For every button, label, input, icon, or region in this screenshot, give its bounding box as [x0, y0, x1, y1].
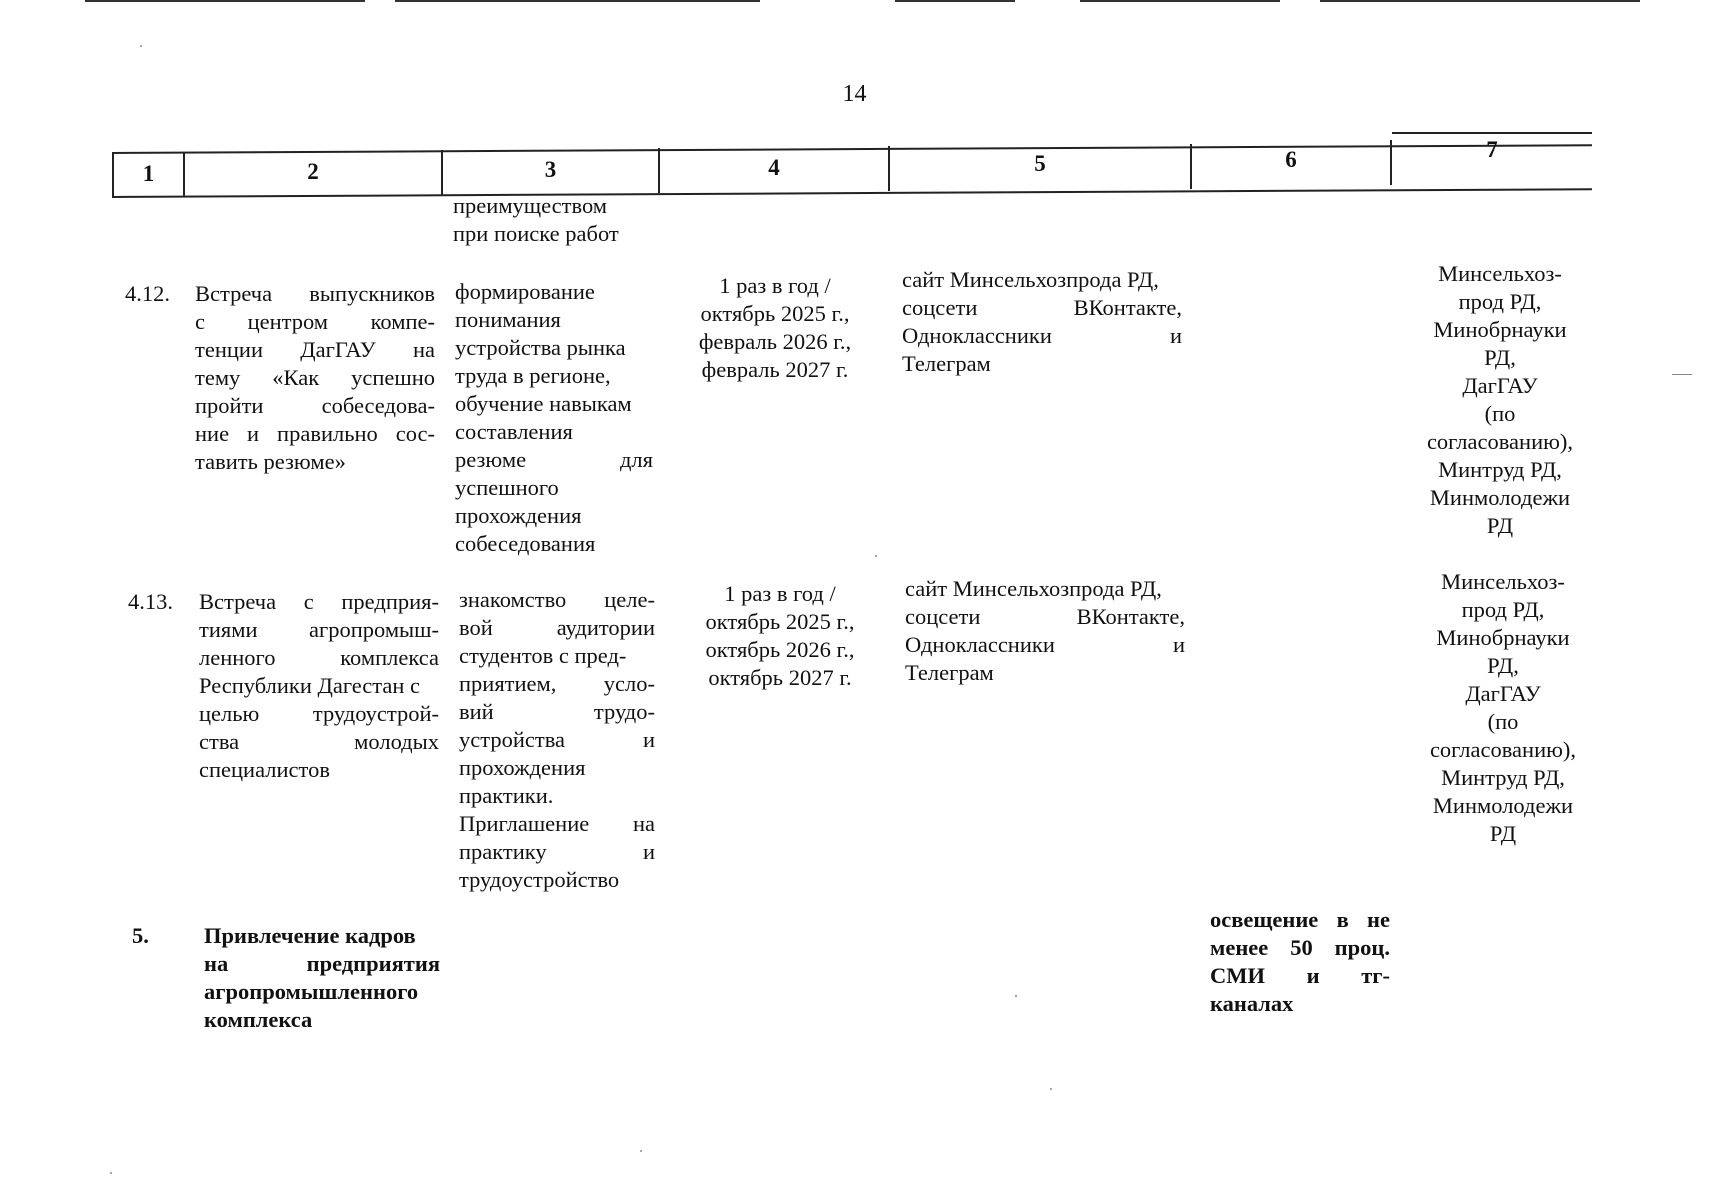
top-edge-rule	[85, 0, 365, 2]
cell-line: 1 раз в год /	[719, 273, 831, 298]
top-edge-rule	[1320, 0, 1640, 2]
cell-line: комплекса	[204, 1007, 313, 1032]
row-title-cell	[195, 280, 435, 476]
cell-line: Минсельхоз-	[1438, 261, 1562, 286]
header-top-rule-col7	[1392, 132, 1592, 134]
cell-line: октябрь 2027 г.	[708, 665, 852, 690]
top-edge-rule	[395, 0, 645, 2]
cell-line: октябрь 2026 г.,	[705, 637, 855, 662]
cell-line: приятием, усло-	[459, 671, 655, 696]
cell-line: РД	[1486, 513, 1514, 538]
column-header: 4	[768, 155, 780, 180]
scan-speck	[1015, 995, 1017, 997]
top-edge-rule	[895, 0, 1015, 2]
cell-line: Приглашение на	[459, 811, 655, 836]
row-media-cell	[902, 266, 1182, 378]
cell-line: Встреча с предприя-	[199, 589, 439, 614]
cell-line: Минмолодежи	[1432, 793, 1574, 818]
cell-line: РД,	[1487, 653, 1519, 678]
cell-line: февраль 2027 г.	[701, 357, 849, 382]
column-header: 6	[1285, 147, 1297, 172]
page-number: 14	[842, 81, 867, 107]
scan-speck	[140, 45, 142, 47]
cell-line: трудоустройство	[459, 867, 620, 892]
cell-line: Минсельхоз-	[1441, 569, 1565, 594]
row-responsible-cell	[1403, 568, 1603, 848]
cell-line: с центром компе-	[195, 309, 435, 334]
cell-line: сайт Минсельхозпрода РД,	[905, 576, 1162, 601]
cell-line: Минтруд РД,	[1438, 457, 1562, 482]
cell-line: Встреча выпускников	[195, 281, 435, 306]
cell-line: практику и	[459, 839, 655, 864]
row-date-cell	[676, 580, 884, 692]
cell-line: агропромышленного	[204, 979, 419, 1004]
cell-line: Минмолодежи	[1429, 485, 1571, 510]
cell-line: Республики Дагестан с	[199, 673, 421, 698]
row-number: 4.12.	[125, 281, 170, 306]
column-header: 7	[1486, 137, 1498, 162]
cell-line: тавить резюме»	[195, 449, 346, 474]
cell-line: октябрь 2025 г.,	[700, 301, 850, 326]
cell-line: устройства рынка	[455, 335, 626, 360]
cell-line: Одноклассники и	[905, 632, 1185, 657]
cell-line: тему «Как успешно	[195, 365, 435, 390]
cell-line: устройства и	[459, 727, 655, 752]
cell-line: РД	[1489, 821, 1517, 846]
cell-line: февраль 2026 г.,	[698, 329, 852, 354]
top-edge-rule	[1080, 0, 1280, 2]
cell-line: ДагГАУ	[1462, 373, 1538, 398]
cell-line: соцсети ВКонтакте,	[905, 604, 1185, 629]
row-title-cell	[199, 588, 439, 784]
scan-speck	[1050, 1088, 1052, 1090]
row-title-cell	[204, 922, 440, 1034]
cell-line: согласованию),	[1429, 737, 1577, 762]
row-number: 4.13.	[128, 589, 173, 614]
continuation-cell	[453, 192, 653, 248]
top-edge-rule	[630, 0, 760, 2]
cell-line: составления	[455, 419, 573, 444]
row-date-cell	[670, 272, 880, 384]
cell-line: каналах	[1210, 991, 1294, 1016]
cell-line: соцсети ВКонтакте,	[902, 295, 1182, 320]
cell-line: Одноклассники и	[902, 323, 1182, 348]
cell-line: освещение в не	[1210, 907, 1390, 932]
cell-line: на предприятия	[204, 951, 440, 976]
row-target-cell	[1210, 906, 1390, 1018]
cell-line: менее 50 проц.	[1210, 935, 1390, 960]
cell-line: практики.	[459, 783, 554, 808]
scan-speck	[875, 555, 877, 557]
cell-line: ленного комплекса	[199, 645, 439, 670]
cell-line: обучение навыкам	[455, 391, 632, 416]
cell-line: собеседования	[455, 531, 596, 556]
cell-line: знакомство целе-	[459, 587, 655, 612]
row-goal-cell	[459, 586, 655, 894]
cell-line: при поиске работ	[453, 221, 619, 246]
cell-line: ства молодых	[199, 729, 439, 754]
cell-line: пройти собеседова-	[195, 393, 435, 418]
cell-line: понимания	[455, 307, 561, 332]
cell-line: вой аудитории	[459, 615, 655, 640]
cell-line: тиями агропромыш-	[199, 617, 439, 642]
cell-line: успешного	[455, 475, 559, 500]
column-header: 1	[142, 161, 155, 186]
cell-line: ДагГАУ	[1465, 681, 1541, 706]
column-header: 5	[1034, 151, 1046, 176]
cell-line: (по	[1487, 709, 1519, 734]
row-media-cell	[905, 575, 1185, 687]
cell-line: вий трудо-	[459, 699, 655, 724]
cell-line: Минобрнауки	[1436, 625, 1570, 650]
cell-line: прохождения	[455, 503, 582, 528]
scan-speck	[640, 1150, 642, 1152]
cell-line: целью трудоустрой-	[199, 701, 439, 726]
cell-line: резюме для	[455, 447, 653, 472]
cell-line: Минобрнауки	[1433, 317, 1567, 342]
cell-line: специалистов	[199, 757, 330, 782]
cell-line: согласованию),	[1426, 429, 1574, 454]
cell-line: РД,	[1484, 345, 1516, 370]
cell-line: ние и правильно сос-	[195, 421, 435, 446]
cell-line: Минтруд РД,	[1441, 765, 1565, 790]
cell-line: прод РД,	[1458, 289, 1542, 314]
cell-line: тенции ДагГАУ на	[195, 337, 435, 362]
scan-speck	[110, 1172, 112, 1174]
cell-line: Телеграм	[902, 351, 991, 376]
cell-line: Привлечение кадров	[204, 923, 416, 948]
cell-line: 1 раз в год /	[724, 581, 836, 606]
scan-speck	[1672, 374, 1692, 375]
cell-line: октябрь 2025 г.,	[705, 609, 855, 634]
row-goal-cell	[455, 278, 653, 558]
column-header: 2	[307, 159, 319, 184]
cell-line: труда в регионе,	[455, 363, 611, 388]
cell-line: сайт Минсельхозпрода РД,	[902, 267, 1159, 292]
column-header: 3	[544, 157, 557, 182]
cell-line: прод РД,	[1461, 597, 1545, 622]
cell-line: прохождения	[459, 755, 586, 780]
cell-line: формирование	[455, 279, 595, 304]
cell-line: преимуществом	[453, 193, 608, 218]
row-number: 5.	[132, 923, 149, 948]
cell-line: (по	[1484, 401, 1516, 426]
cell-line: Телеграм	[905, 660, 994, 685]
cell-line: студентов с пред-	[459, 643, 627, 668]
cell-line: СМИ и тг-	[1210, 963, 1390, 988]
row-responsible-cell	[1400, 260, 1600, 540]
header-bottom-rule	[112, 188, 1592, 198]
